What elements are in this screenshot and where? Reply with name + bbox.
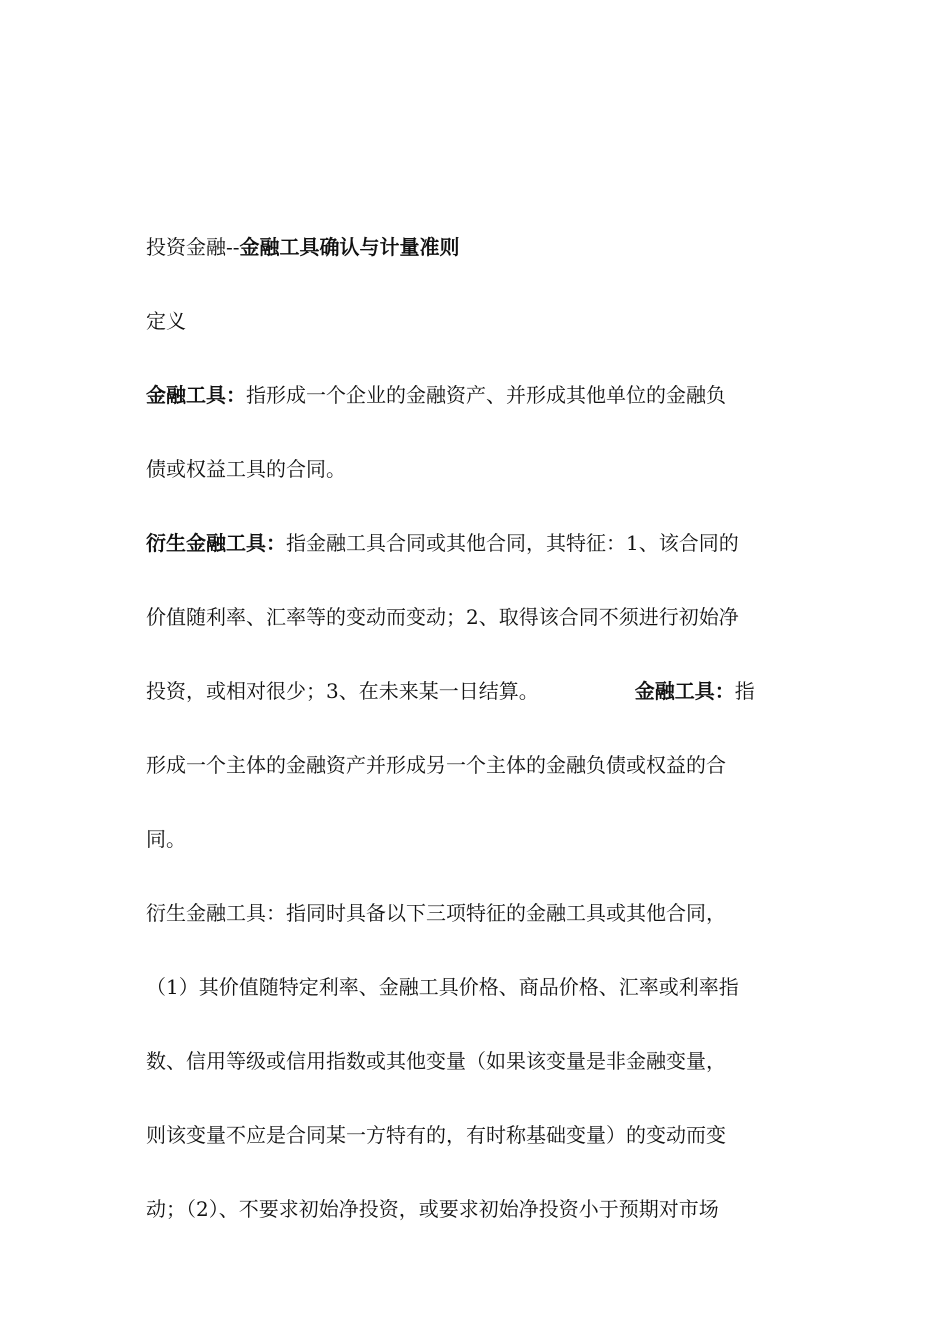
term-financial-instrument-second: 金融工具： <box>634 679 735 703</box>
paragraph-line <box>146 1098 806 1172</box>
term-derivative-instrument: 衍生金融工具： <box>146 531 286 555</box>
paragraph-line <box>146 580 806 654</box>
paragraph-line <box>146 432 806 506</box>
paragraph-text: （1）其价值随特定利率、金融工具价格、商品价格、汇率或利率指 <box>146 975 739 999</box>
paragraph-text: 债或权益工具的合同。 <box>146 457 346 481</box>
document-body <box>146 210 806 1246</box>
paragraph-text: 则该变量不应是合同某一方特有的，有时称基础变量）的变动而变 <box>146 1123 726 1147</box>
paragraph-text: 指形成一个企业的金融资产、并形成其他单位的金融负 <box>246 383 726 407</box>
paragraph-line <box>146 876 806 950</box>
paragraph-line <box>146 1172 806 1246</box>
section-heading-text: 定义 <box>146 309 186 333</box>
paragraph-line <box>146 654 806 728</box>
paragraph-line <box>146 1024 806 1098</box>
paragraph-text: 动；（2）、不要求初始净投资，或要求初始净投资小于预期对市场 <box>146 1197 719 1221</box>
section-heading <box>146 284 806 358</box>
paragraph-line <box>146 358 806 432</box>
paragraph-text: 价值随利率、汇率等的变动而变动；2、取得该合同不须进行初始净 <box>146 605 739 629</box>
paragraph-text: 投资，或相对很少；3、在未来某一日结算。 <box>146 679 539 703</box>
title-main: 金融工具确认与计量准则 <box>239 235 460 259</box>
paragraph-text: 指 <box>734 679 755 703</box>
paragraph-text: 数、信用等级或信用指数或其他变量（如果该变量是非金融变量， <box>146 1049 726 1073</box>
paragraph-text: 同。 <box>146 827 186 851</box>
paragraph-text: 形成一个主体的金融资产并形成另一个主体的金融负债或权益的合 <box>146 753 726 777</box>
paragraph-text: 衍生金融工具：指同时具备以下三项特征的金融工具或其他合同， <box>146 901 726 925</box>
paragraph-line <box>146 728 806 802</box>
title-prefix: 投资金融-- <box>146 235 240 259</box>
term-financial-instrument: 金融工具： <box>146 383 246 407</box>
paragraph-line <box>146 506 806 580</box>
paragraph-line <box>146 802 806 876</box>
paragraph-line <box>146 950 806 1024</box>
paragraph-text: 指金融工具合同或其他合同，其特征：1、该合同的 <box>286 531 739 555</box>
document-title <box>146 210 806 284</box>
